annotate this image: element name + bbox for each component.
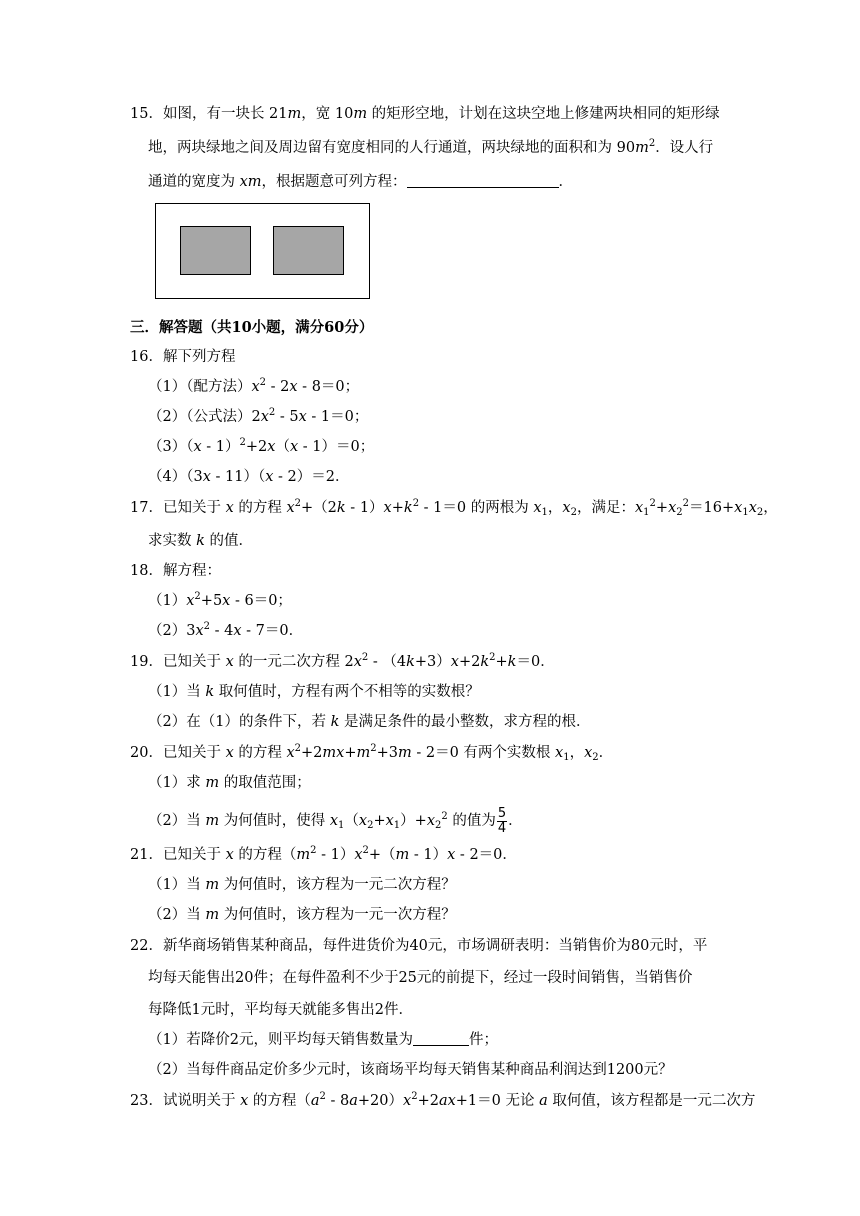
q17-line-2: 求实数 k 的值． — [148, 533, 254, 549]
fraction-five-quarters: $\frac{5}{4}$ — [497, 805, 507, 836]
q21-part-2: （2）当 m 为何值时，该方程为一元一次方程？ — [148, 907, 456, 923]
q18-part-2: $(2)3x^2 - 4x - 7=0$． — [148, 621, 304, 639]
q18-part-1: $(1)x^2+5x - 6=0$； — [148, 591, 292, 609]
q16-part-2: （2）（公式法）$2x^2 - 5x - 1=0$； — [148, 407, 369, 425]
q20-part-2: （2）当 m 为何值时，使得 $x_1(x_2+x_1)+x_2^2$ 的值为 $\frac{5}{4}$ ． — [148, 805, 523, 836]
q19-part-1: （1）当 k 取何值时，方程有两个不相等的实数根？ — [148, 684, 480, 700]
q15-line-3: 通道的宽度为 xm，根据题意可列方程： ． — [148, 174, 574, 190]
q22-line-2: 均每天能售出20件；在每件盈利不少于25元的前提下，经过一段时间销售，当销售价 — [148, 970, 693, 986]
q15-line-1: 15．如图，有一块长 21m，宽 10m 的矩形空地，计划在这块空地上修建两块相同的矩形绿 — [130, 106, 720, 122]
q21-stem: 21．已知关于 x 的方程$(m^2 - 1)x^2+(m - 1)x - 2=0$． — [130, 845, 517, 863]
q19-part-2: （2）在（1）的条件下，若 k 是满足条件的最小整数，求方程的根． — [148, 714, 591, 730]
answer-blank[interactable] — [407, 173, 559, 188]
q16-part-3: （3）（x - 1）$^2$+2x（x - 1）＝0； — [148, 437, 375, 455]
q15-line-2: 地，两块绿地之间及周边留有宽度相同的人行通道，两块绿地的面积和为 $90m^2$．设人行 — [148, 138, 714, 156]
q23-line-1: 23．试说明关于 x 的方程$(a^2 - 8a+20)x^2+2ax+1=0$ 无论 a 取何值，该方程都是一元二次方 — [130, 1091, 756, 1109]
q22-part-1: （1）若降价2元，则平均每天销售数量为 件； — [148, 1032, 498, 1048]
q16-part-1: （1）（配方法）$x^2 - 2x - 8=0$； — [148, 377, 360, 395]
section-heading: 三．解答题（共10小题，满分60分） — [130, 319, 374, 336]
q22-line-3: 每降低1元时，平均每天就能多售出2件． — [148, 1002, 413, 1018]
green-plot-left — [180, 226, 251, 275]
q17-line-1: 17．已知关于 x 的方程 $x^2+(2k - 1)x+k^2 - 1=0$ 的两根为 $x_1$，$x_2$，满足：$x_1^2+x_2^2=16+x_1x_2$， — [130, 498, 778, 518]
q15-figure — [155, 203, 370, 299]
q21-part-1: （1）当 m 为何值时，该方程为一元二次方程？ — [148, 877, 456, 893]
q16-part-4: （4）（3x - 11）（x - 2）＝2． — [148, 469, 350, 485]
q22-part-2: （2）当每件商品定价多少元时，该商场平均每天销售某种商品利润达到1200元？ — [148, 1062, 673, 1078]
q16-stem: 16．解下列方程 — [130, 349, 236, 365]
q19-stem: 19．已知关于 x 的一元二次方程 $2x^2 - (4k+3)x+2k^2+k=0$． — [130, 652, 555, 670]
answer-blank[interactable] — [413, 1031, 469, 1046]
green-plot-right — [273, 226, 344, 275]
q20-part-1: （1）求 m 的取值范围； — [148, 775, 311, 791]
q22-line-1: 22．新华商场销售某种商品，每件进货价为40元，市场调研表明：当销售价为80元时，平 — [130, 938, 708, 954]
q18-stem: 18．解方程： — [130, 563, 221, 579]
q20-stem: 20．已知关于 x 的方程 $x^2+2mx+m^2+3m - 2=0$ 有两个实数根 $x_1$，$x_2$． — [130, 743, 614, 763]
